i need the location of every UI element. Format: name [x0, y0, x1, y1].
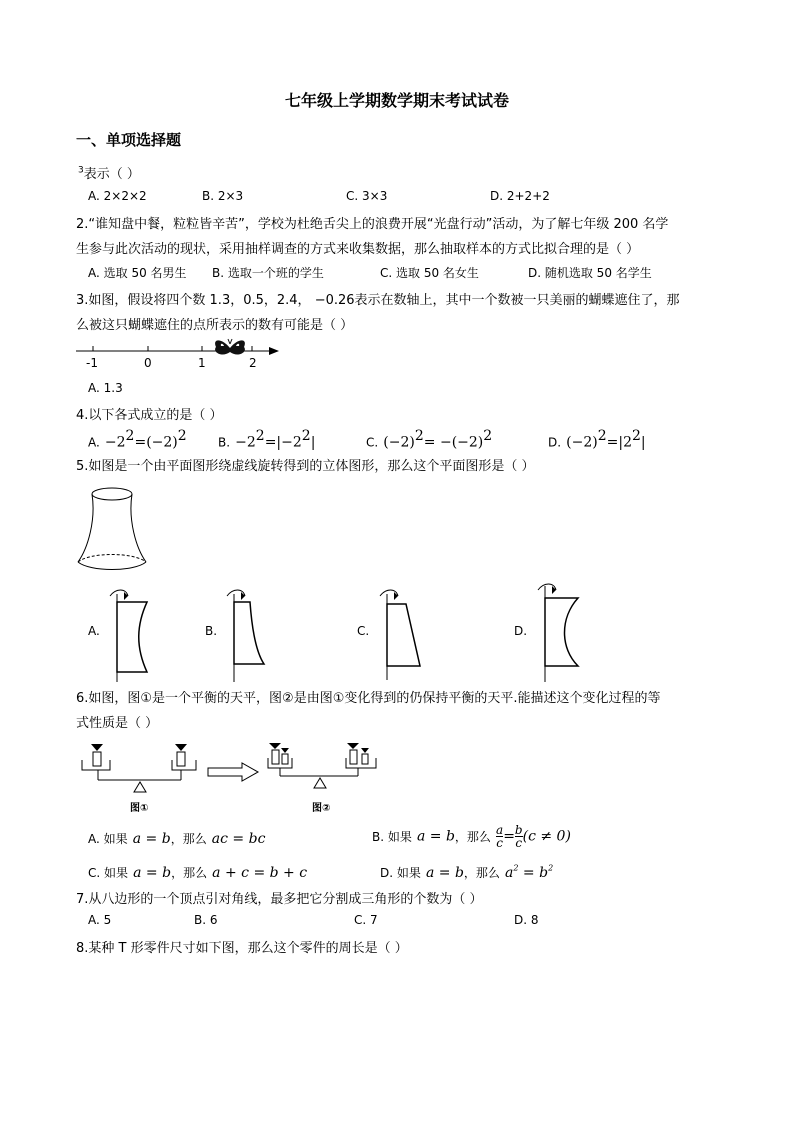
q4-b-right: =|−2 — [264, 434, 302, 451]
q4-d-bar: | — [640, 434, 646, 451]
q4-a-exp2: 2 — [177, 428, 187, 444]
question-5-option-b[interactable]: B. — [205, 624, 218, 638]
question-2-option-a[interactable]: A. 选取 50 名男生 — [88, 266, 187, 280]
q4-label-d: D. — [548, 435, 562, 450]
question-6-option-c[interactable] — [88, 862, 307, 881]
question-8-stem: 8.某种 T 形零件尺寸如下图，那么这个零件的周长是（ ） — [76, 941, 408, 956]
question-2-option-d[interactable]: D. 随机选取 50 名学生 — [528, 266, 652, 280]
q4-a-exp1: 2 — [125, 428, 135, 444]
q6-b-eq: = — [503, 828, 515, 845]
tick-label-0: 0 — [144, 356, 152, 370]
figure-1-label: 图① — [130, 803, 149, 814]
q6-b-expr1: a = b — [416, 828, 455, 845]
question-2-line-1: 2.“谁知盘中餐，粒粒皆辛苦”，学校为杜绝舌尖上的浪费开展“光盘行动”活动，为了解七年级 200 名学 — [76, 217, 669, 232]
question-6-line-2: 式性质是（ ） — [76, 716, 159, 731]
question-7-stem: 7.从八边形的一个顶点引对角线，最多把它分割成三角形的个数为（ ） — [76, 892, 483, 907]
q6-a-expr1: a = b — [132, 831, 171, 847]
page-title: 七年级上学期数学期末考试试卷 — [284, 91, 509, 110]
question-1-option-d[interactable]: D. 2+2+2 — [490, 189, 550, 203]
question-1-option-a[interactable]: A. 2×2×2 — [88, 189, 147, 203]
q4-b-left: −2 — [235, 434, 256, 451]
question-3-line-1: 3.如图，假设将四个数 1.3，0.5，2.4， −0.26表示在数轴上，其中一个数被一只美丽的蝴蝶遮住了，那 — [76, 293, 680, 308]
q6-d-expr1: a = b — [425, 865, 464, 881]
tick-label-neg1: -1 — [86, 356, 98, 370]
q4-a-right: =(−2) — [134, 434, 178, 451]
q4-b-exp2: 2 — [301, 428, 311, 444]
q4-label-a: A. — [88, 435, 100, 450]
q6-c-expr2: a + c = b + c — [212, 865, 308, 881]
question-2-option-c[interactable]: C. 选取 50 名女生 — [380, 266, 479, 280]
q6-c-expr1: a = b — [133, 865, 172, 881]
q6-b-den2: c — [515, 836, 523, 850]
tick-label-2: 2 — [249, 356, 257, 370]
question-7-option-c[interactable]: C. 7 — [354, 913, 378, 927]
question-6-option-b[interactable] — [372, 824, 571, 849]
q6-d-exp2: 2 — [548, 863, 554, 873]
tick-label-1: 1 — [198, 356, 206, 370]
question-7-option-a[interactable]: A. 5 — [88, 913, 112, 927]
q4-d-left: (−2) — [566, 434, 598, 451]
q6-d-mid: ，那么 — [463, 866, 500, 880]
q6-b-num2: b — [514, 823, 523, 837]
q6-d-expr2a: a — [505, 865, 514, 881]
question-7-option-d[interactable]: D. 8 — [514, 913, 539, 927]
q6-c-prefix: C. 如果 — [88, 866, 129, 880]
q6-b-fraction-2 — [515, 824, 523, 849]
question-5-stem: 5.如图是一个由平面图形绕虚线旋转得到的立体图形，那么这个平面图形是（ ） — [76, 459, 535, 474]
q6-d-expr2b: = b — [518, 865, 549, 881]
q4-label-c: C. — [366, 435, 379, 450]
q4-c-left: (−2) — [383, 434, 415, 451]
question-2-line-2: 生参与此次活动的现状，采用抽样调查的方式来收集数据，那么抽取样本的方式比拟合理的是（ ） — [76, 242, 640, 257]
question-1-option-c[interactable]: C. 3×3 — [346, 189, 388, 203]
balance-1 — [82, 744, 196, 792]
q4-c-exp1: 2 — [414, 428, 424, 444]
question-6-line-1: 6.如图，图①是一个平衡的天平，图②是由图①变化得到的仍保持平衡的天平.能描述这个变化过程的等 — [76, 691, 661, 706]
question-5-option-a[interactable]: A. — [88, 624, 100, 638]
q4-d-exp1: 2 — [597, 428, 607, 444]
question-7-option-b[interactable]: B. 6 — [194, 913, 218, 927]
question-1-text: 表示（ ） — [83, 167, 140, 182]
q4-d-right: =|2 — [606, 434, 632, 451]
q4-label-b: B. — [218, 435, 231, 450]
question-3-option-a[interactable]: A. 1.3 — [88, 381, 123, 395]
section-heading: 一、单项选择题 — [76, 131, 182, 149]
q6-d-prefix: D. 如果 — [380, 866, 421, 880]
q4-d-exp2: 2 — [632, 428, 641, 444]
q6-b-num1: a — [496, 823, 504, 837]
question-2-option-b[interactable]: B. 选取一个班的学生 — [212, 266, 324, 280]
question-6-option-a[interactable] — [88, 828, 265, 847]
q4-c-exp2: 2 — [483, 428, 493, 444]
question-6-option-d[interactable] — [380, 862, 553, 881]
q6-b-prefix: B. 如果 — [372, 830, 412, 844]
question-5-option-d[interactable]: D. — [514, 624, 528, 638]
q6-a-prefix: A. 如果 — [88, 832, 128, 846]
q6-b-den1: c — [496, 836, 503, 850]
question-1-exponent: 3 — [78, 165, 84, 176]
q6-c-mid: ，那么 — [171, 866, 208, 880]
q4-b-bar: | — [310, 434, 316, 451]
q6-a-expr2: ac = bc — [211, 831, 266, 847]
q4-c-right: = −(−2) — [423, 434, 484, 451]
q6-b-mid: ，那么 — [454, 830, 491, 844]
question-5-option-c[interactable]: C. — [357, 624, 370, 638]
arrow-icon — [208, 763, 258, 781]
q4-b-exp1: 2 — [255, 428, 265, 444]
q6-d-exp1: 2 — [513, 863, 519, 873]
q6-a-mid: ，那么 — [170, 832, 207, 846]
question-3-line-2: 么被这只蝴蝶遮住的点所表示的数有可能是（ ） — [76, 318, 354, 333]
q4-a-left: −2 — [104, 434, 126, 451]
q6-b-condition: (c ≠ 0) — [522, 828, 571, 845]
figure-2-label: 图② — [312, 803, 331, 814]
balance-2 — [268, 743, 376, 788]
question-4-stem: 4.以下各式成立的是（ ） — [76, 408, 223, 423]
question-1-option-b[interactable]: B. 2×3 — [202, 189, 244, 203]
